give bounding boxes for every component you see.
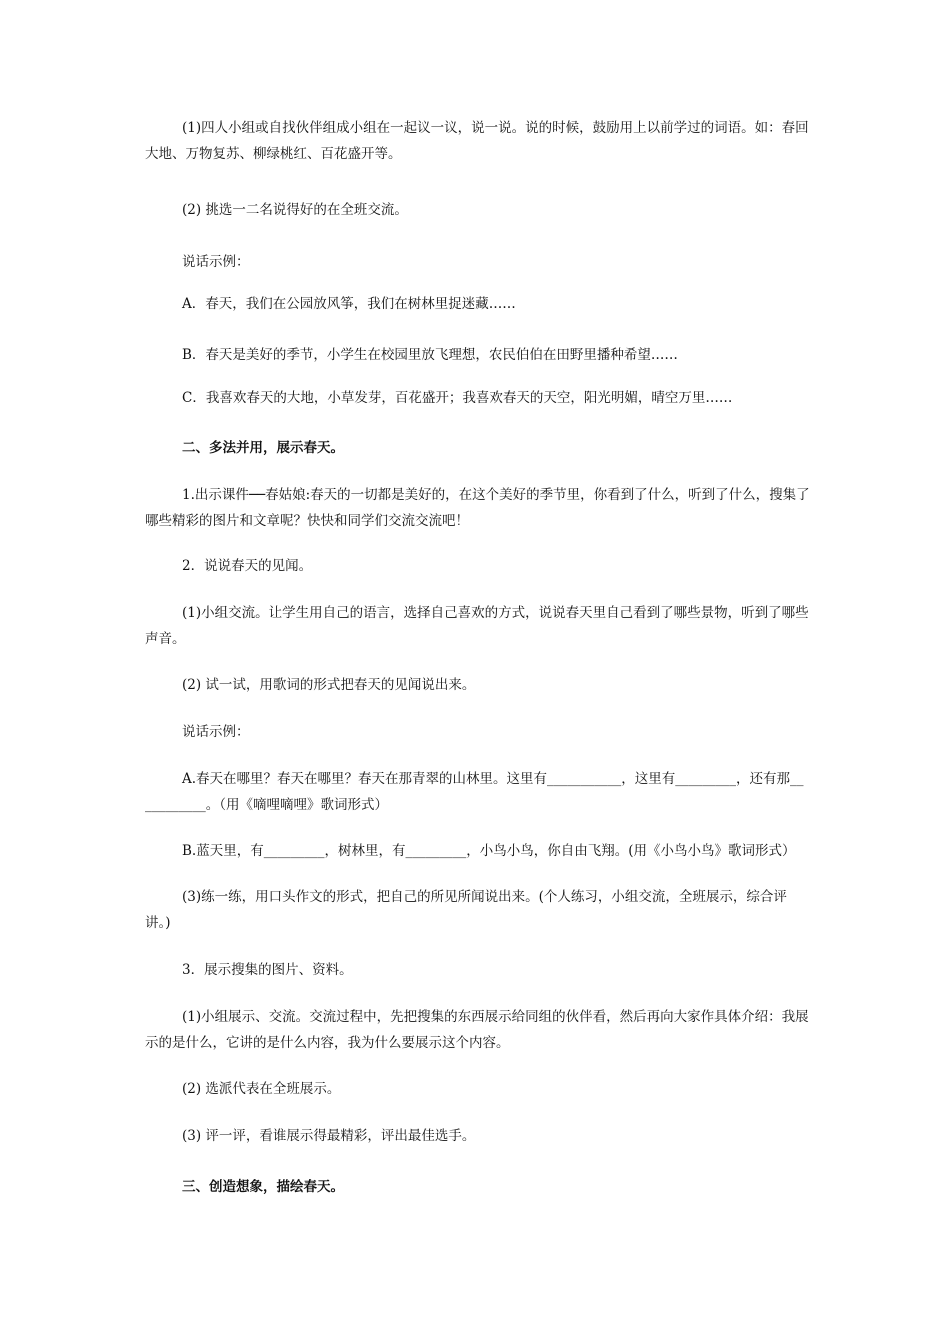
paragraph-spring-stories: 2．说说春天的见闻。: [182, 558, 313, 574]
paragraph-show-pictures: 3．展示搜集的图片、资料。: [182, 962, 353, 978]
paragraph-example-a: A．春天，我们在公园放风筝，我们在树林里捉迷藏……: [182, 296, 516, 312]
section-heading-two: 二、多法并用，展示春天。: [182, 440, 344, 456]
paragraph-speaking-example-heading-2: 说话示例：: [182, 724, 250, 740]
section-heading-three: 三、创造想象，描绘春天。: [182, 1179, 344, 1195]
paragraph-select-speakers: (2) 挑选一二名说得好的在全班交流。: [182, 202, 408, 218]
paragraph-evaluate: (3) 评一评，看谁展示得最精彩，评出最佳选手。: [182, 1128, 476, 1144]
paragraph-lyrics-try: (2) 试一试，用歌词的形式把春天的见闻说出来。: [182, 677, 476, 693]
paragraph-group-show: (1)小组展示、交流。交流过程中，先把搜集的东西展示给同组的伙伴看，然后再向大家作具体介绍：我展示的是什么，它讲的是什么内容，我为什么要展示这个内容。: [145, 1009, 809, 1051]
paragraph-group-exchange: (1)小组交流。让学生用自己的语言，选择自己喜欢的方式，说说春天里自己看到了哪些景物，听到了哪些声音。: [145, 605, 809, 647]
paragraph-example-c: C．我喜欢春天的大地，小草发芽，百花盛开；我喜欢春天的天空，阳光明媚，晴空万里……: [182, 390, 733, 406]
paragraph-representatives: (2) 选派代表在全班展示。: [182, 1081, 341, 1097]
paragraph-lyrics-example-b: B.蓝天里，有_________，树林里，有_________，小鸟小鸟，你自由飞翔。(用《小鸟小鸟》歌词形式）: [182, 843, 796, 859]
paragraph-example-b: B．春天是美好的季节，小学生在校园里放飞理想，农民伯伯在田野里播种希望……: [182, 347, 678, 363]
paragraph-speaking-example-heading: 说话示例：: [182, 254, 250, 270]
paragraph-oral-composition: (3)练一练，用口头作文的形式，把自己的所见所闻说出来。(个人练习，小组交流，全班展示，综合评讲。): [145, 889, 787, 931]
paragraph-courseware: 1.出示课件──春姑娘:春天的一切都是美好的，在这个美好的季节里，你看到了什么，听到了什么，搜集了哪些精彩的图片和文章呢？快快和同学们交流交流吧！: [145, 487, 810, 529]
paragraph-lyrics-example-a: A.春天在哪里？春天在哪里？春天在那青翠的山林里。这里有___________，这里有_________，还有那___________。（用《嘀哩嘀哩》歌词形式）: [145, 771, 804, 813]
paragraph-group-discussion: (1)四人小组或自找伙伴组成小组在一起议一议，说一说。说的时候，鼓励用上以前学过的词语。如：春回大地、万物复苏、柳绿桃红、百花盛开等。: [145, 120, 809, 162]
